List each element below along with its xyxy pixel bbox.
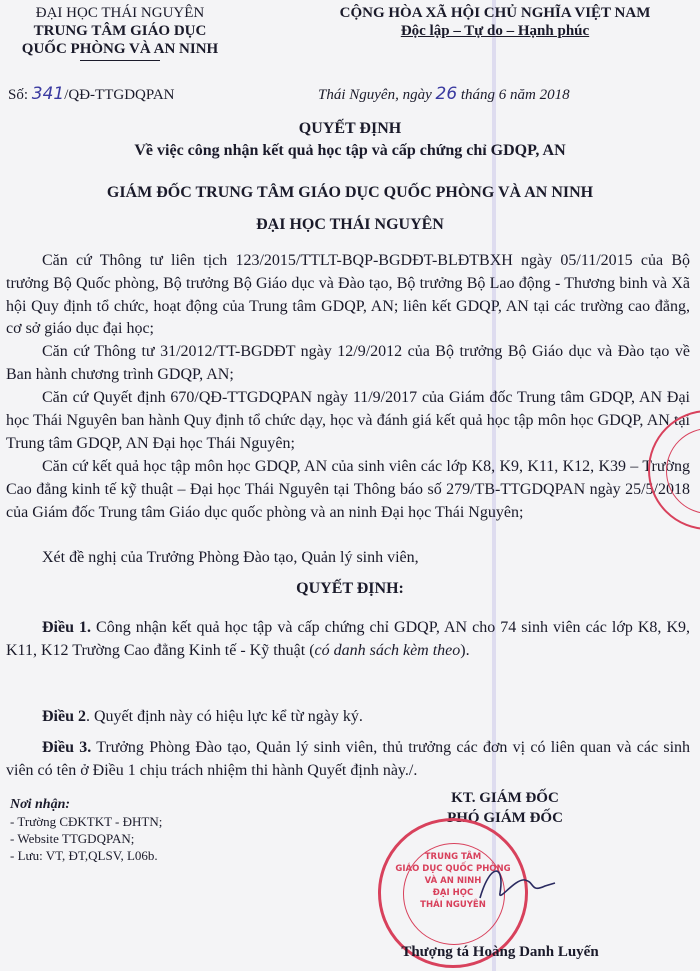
issuer-line-3: QUỐC PHÒNG VÀ AN NINH bbox=[21, 41, 219, 57]
recipients-heading: Nơi nhận: bbox=[10, 797, 71, 812]
national-title: CỘNG HÒA XÃ HỘI CHỦ NGHĨA VIỆT NAM bbox=[339, 5, 651, 21]
preamble-1: Căn cứ Thông tư liên tịch 123/2015/TTLT-BQP-BGDĐT-BLĐTBXH ngày 05/11/2015 của Bộ trưởng Bộ Quốc phòng, Bộ trưởng Bộ Giáo dục và Đào tạo, Bộ trưởng Bộ Lao động - Thương binh và Xã hội Quy định tổ chức, hoạt động của Trung tâm GDQP, AN; liên kết GDQP, AN tại các trường cao đẳng, cơ sở giáo dục đại học; bbox=[6, 252, 690, 338]
authority-line-2: ĐẠI HỌC THÁI NGUYÊN bbox=[256, 216, 444, 233]
recipient-item: - Website TTGDQPAN; bbox=[10, 831, 135, 846]
article-2: Điều 2. Quyết định này có hiệu lực kể từ ngày ký. bbox=[42, 708, 363, 725]
preamble-2: Căn cứ Thông tư 31/2012/TT-BGDĐT ngày 12/9/2012 của Bộ trưởng Bộ Giáo dục và Đào tạo về Ban hành chương trình GDQP, AN; bbox=[6, 343, 690, 383]
authority-line-1: GIÁM ĐỐC TRUNG TÂM GIÁO DỤC QUỐC PHÒNG VÀ AN NINH bbox=[106, 184, 594, 201]
handwritten-number: 341 bbox=[31, 84, 65, 104]
preamble-5: Xét đề nghị của Trưởng Phòng Đào tạo, Quản lý sinh viên, bbox=[42, 549, 419, 566]
issuer-line-2: TRUNG TÂM GIÁO DỤC bbox=[33, 23, 207, 39]
national-motto: Độc lập – Tự do – Hạnh phúc bbox=[400, 23, 590, 39]
national-header bbox=[290, 4, 700, 40]
document-date: Thái Nguyên, ngày 26 tháng 6 năm 2018 bbox=[318, 84, 570, 104]
stamp-center-text: TRUNG TÂM GIÁO DỤC QUỐC PHÒNG VÀ AN NINH ĐẠI HỌC THÁI NGUYÊN bbox=[395, 852, 511, 910]
recipients bbox=[10, 796, 162, 864]
recipient-item: - Trường CĐKTKT - ĐHTN; bbox=[10, 814, 163, 829]
signature-line-2: PHÓ GIÁM ĐỐC bbox=[447, 810, 563, 826]
signature-line-1: KT. GIÁM ĐỐC bbox=[451, 790, 559, 806]
preamble-3: Căn cứ Quyết định 670/QĐ-TTGDQPAN ngày 11/9/2017 của Giám đốc Trung tâm GDQP, AN Đại học Thái Nguyên ban hành Quy định tổ chức dạy, học và đánh giá kết quả học tập môn học GDQP, AN tại Trung tâm GDQP, AN Đại học Thái Nguyên; bbox=[6, 389, 690, 452]
edge-stamp-inner-ring bbox=[666, 428, 700, 514]
signer-name: Thượng tá Hoàng Danh Luyến bbox=[401, 944, 599, 960]
issuer-header bbox=[0, 4, 240, 61]
decision-heading: QUYẾT ĐỊNH: bbox=[296, 580, 404, 597]
article-1: Điều 1. Công nhận kết quả học tập và cấp chứng chỉ GDQP, AN cho 74 sinh viên các lớp K8, K9, K11, K12 Trường Cao đẳng Kinh tế - Kỹ thuật (có danh sách kèm theo). bbox=[6, 619, 690, 659]
issuer-underline bbox=[80, 60, 160, 61]
preamble-4: Căn cứ kết quả học tập môn học GDQP, AN của sinh viên các lớp K8, K9, K11, K12, K39 – Trường Cao đẳng kinh tế kỹ thuật – Đại học Thái Nguyên tại Thông báo số 279/TB-TTGDQPAN ngày 25/5/2018 của Giám đốc Trung tâm Giáo dục quốc phòng và an ninh Đại học Thái Nguyên; bbox=[6, 458, 690, 521]
signature-scribble bbox=[470, 858, 560, 908]
recipient-item: - Lưu: VT, ĐT,QLSV, L06b. bbox=[10, 848, 158, 863]
document-number: Số: 341/QĐ-TTGDQPAN bbox=[8, 84, 175, 104]
handwritten-day: 26 bbox=[435, 84, 458, 104]
document-subtitle: Về việc công nhận kết quả học tập và cấp chứng chỉ GDQP, AN bbox=[134, 142, 566, 159]
article-3: Điều 3. Trưởng Phòng Đào tạo, Quản lý sinh viên, thủ trưởng các đơn vị có liên quan và các sinh viên có tên ở Điều 1 chịu trách nhiệm thi hành Quyết định này./. bbox=[6, 739, 691, 779]
document-title: QUYẾT ĐỊNH bbox=[298, 120, 402, 137]
issuer-line-1: ĐẠI HỌC THÁI NGUYÊN bbox=[35, 5, 205, 21]
